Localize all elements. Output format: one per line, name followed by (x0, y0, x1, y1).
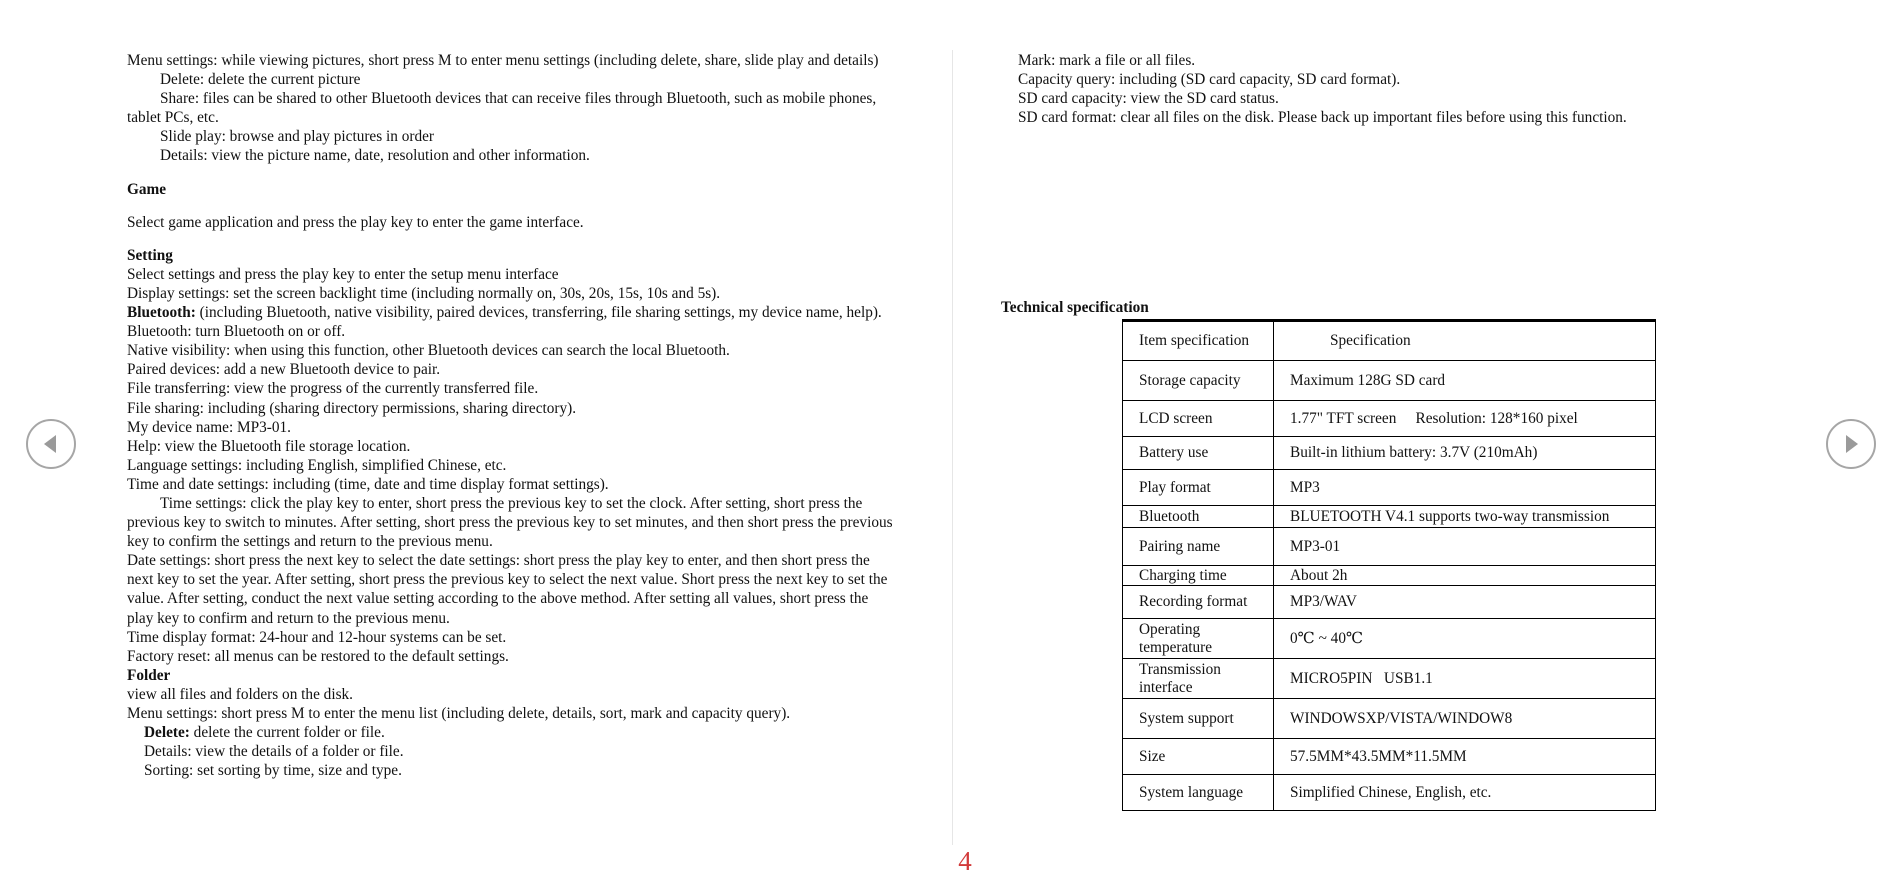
table-row (1123, 506, 1656, 528)
spec-item-cell: Battery use (1123, 437, 1274, 470)
factory-reset-text: Factory reset: all menus can be restored to the default settings. (127, 647, 509, 665)
spec-item-cell: Recording format (1123, 586, 1274, 619)
chevron-right-icon (1828, 421, 1874, 467)
game-text: Select game application and press the play key to enter the game interface. (127, 213, 584, 231)
help-text: Help: view the Bluetooth file storage location. (127, 437, 411, 455)
table-row (1123, 437, 1656, 470)
chevron-left-icon (28, 421, 74, 467)
spec-item-cell: Bluetooth (1123, 506, 1274, 528)
right-page-text (1018, 51, 1738, 127)
time-date-settings-text: Time and date settings: including (time, date and time display format settings). (127, 475, 609, 493)
spec-item-cell: Transmission interface (1123, 659, 1274, 699)
spec-item-cell: System language (1123, 775, 1274, 811)
spec-value-cell: 57.5MM*43.5MM*11.5MM (1274, 739, 1656, 775)
menu-settings-folder: Menu settings: short press M to enter the menu list (including delete, details, sort, mark and capacity query). (127, 705, 791, 722)
setting-intro: Select settings and press the play key to enter the setup menu interface (127, 265, 559, 283)
next-page-button[interactable] (1826, 419, 1876, 469)
spec-value-cell: MICRO5PIN USB1.1 (1274, 659, 1656, 699)
bt-toggle-text: Bluetooth: turn Bluetooth on or off. (127, 323, 346, 341)
table-row (1123, 775, 1656, 811)
left-page-text (127, 51, 895, 780)
spec-value-cell: MP3-01 (1274, 528, 1656, 566)
spec-value-cell: MP3/WAV (1274, 586, 1656, 619)
time-display-format-text: Time display format: 24-hour and 12-hour systems can be set. (127, 628, 507, 646)
mark-text: Mark: mark a file or all files. (1018, 52, 1196, 69)
spec-value-cell: 1.77" TFT screen Resolution: 128*160 pixel (1274, 401, 1656, 437)
bluetooth-text: (including Bluetooth, native visibility, paired devices, transferring, file sharing settings, my device name, help). (195, 304, 882, 322)
spec-value-cell: Maximum 128G SD card (1274, 361, 1656, 401)
details-folder-text: Details: view the details of a folder or file. (144, 743, 404, 761)
table-row (1123, 528, 1656, 566)
table-row (1123, 361, 1656, 401)
spec-value-cell: 0℃ ~ 40℃ (1274, 619, 1656, 659)
spec-table (1122, 319, 1656, 811)
spec-item-cell: Size (1123, 739, 1274, 775)
folder-text: view all files and folders on the disk. (127, 685, 354, 703)
details-picture-text: Details: view the picture name, date, resolution and other information. (160, 147, 590, 165)
spec-value-cell: About 2h (1274, 566, 1656, 586)
delete-folder-paragraph (127, 723, 895, 742)
date-settings-text: Date settings: short press the next key to select the date settings: short press the play key to enter, and then short press the next key to set the year. After setting, short press the previous key to select the next value. Short press the next key to set the value. After setting, conduct the next value setting according to the above method. After setting all values, short press the play key to confirm and return to the previous menu. (127, 552, 888, 627)
spec-item-cell: Pairing name (1123, 528, 1274, 566)
setting-heading: Setting (127, 246, 173, 264)
spec-value-cell: BLUETOOTH V4.1 supports two-way transmission (1274, 506, 1656, 528)
my-device-name-text: My device name: MP3-01. (127, 418, 291, 436)
file-transferring-text: File transferring: view the progress of the currently transferred file. (127, 380, 539, 398)
display-settings-text: Display settings: set the screen backlight time (including normally on, 30s, 20s, 15s, 10s and 5s). (127, 284, 721, 302)
bluetooth-label: Bluetooth: (127, 304, 196, 322)
spec-title: Technical specification (1001, 299, 1149, 316)
native-visibility-text: Native visibility: when using this function, other Bluetooth devices can search the local Bluetooth. (127, 342, 730, 360)
table-row (1123, 619, 1656, 659)
table-row (1123, 739, 1656, 775)
sd-capacity-text: SD card capacity: view the SD card status. (1018, 90, 1279, 108)
table-row (1123, 659, 1656, 699)
sd-format-text: SD card format: clear all files on the disk. Please back up important files before using this function. (1018, 109, 1627, 127)
table-row (1123, 401, 1656, 437)
page-divider (952, 50, 953, 845)
spec-item-cell: System support (1123, 699, 1274, 739)
game-heading: Game (127, 180, 167, 198)
table-row (1123, 586, 1656, 619)
spec-item-cell: Operating temperature (1123, 619, 1274, 659)
share-text: Share: files can be shared to other Bluetooth devices that can receive files through Bluetooth, such as mobile phones, tablet PCs, etc. (127, 90, 877, 127)
delete-label: Delete: (144, 724, 190, 742)
spec-item-cell: Play format (1123, 470, 1274, 506)
table-row (1123, 470, 1656, 506)
table-row (1123, 566, 1656, 586)
header-item-cell: Item specification (1123, 321, 1274, 361)
file-sharing-text: File sharing: including (sharing directory permissions, sharing directory). (127, 399, 577, 417)
previous-page-button[interactable] (26, 419, 76, 469)
spec-value-cell: Simplified Chinese, English, etc. (1274, 775, 1656, 811)
slide-play-text: Slide play: browse and play pictures in order (160, 128, 434, 146)
header-spec-cell: Specification (1274, 321, 1656, 361)
language-settings-text: Language settings: including English, simplified Chinese, etc. (127, 456, 507, 474)
spec-item-cell: Storage capacity (1123, 361, 1274, 401)
sorting-text: Sorting: set sorting by time, size and type. (144, 762, 402, 780)
delete-picture-text: Delete: delete the current picture (160, 71, 361, 89)
time-settings-text: Time settings: click the play key to enter, short press the previous key to set the clock. After setting, short press the previous key to switch to minutes. After setting, short press the previous key to set minutes, and then short press the previous key to confirm the settings and return to the previous menu. (127, 494, 893, 551)
capacity-query-text: Capacity query: including (SD card capacity, SD card format). (1018, 71, 1401, 89)
spec-value-cell: WINDOWSXP/VISTA/WINDOW8 (1274, 699, 1656, 739)
bluetooth-paragraph (127, 303, 895, 322)
menu-settings-pictures: Menu settings: while viewing pictures, short press M to enter menu settings (including delete, share, slide play and details) (127, 52, 879, 69)
page-number: 4 (958, 846, 972, 876)
table-row (1123, 699, 1656, 739)
spec-item-cell: LCD screen (1123, 401, 1274, 437)
folder-heading: Folder (127, 666, 171, 684)
spec-value-cell: MP3 (1274, 470, 1656, 506)
table-header-row (1123, 321, 1656, 361)
paired-devices-text: Paired devices: add a new Bluetooth device to pair. (127, 361, 441, 379)
spec-value-cell: Built-in lithium battery: 3.7V (210mAh) (1274, 437, 1656, 470)
spec-item-cell: Charging time (1123, 566, 1274, 586)
delete-folder-text: delete the current folder or file. (189, 724, 385, 742)
